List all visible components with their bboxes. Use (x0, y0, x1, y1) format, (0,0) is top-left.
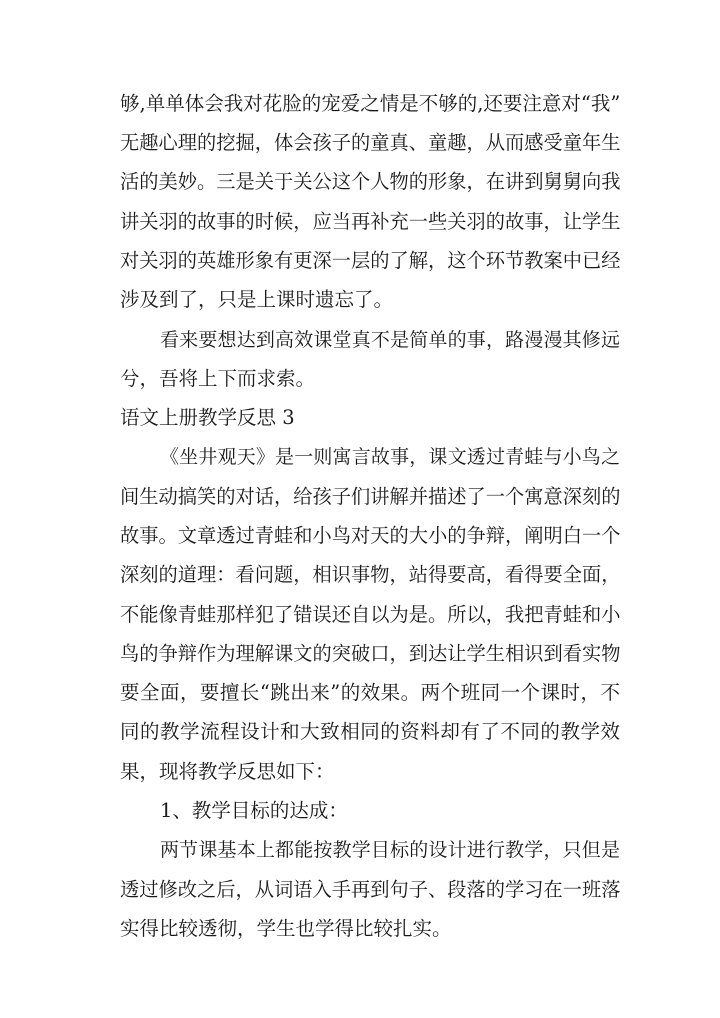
text-line: 要全面，要擅长“跳出来”的效果。两个班同一个课时，不 (120, 681, 620, 704)
text-line: 够,单单体会我对花脸的宠爱之情是不够的,还要注意对“我” (120, 92, 621, 115)
text-line: 不能像青蛙那样犯了错误还自以为是。所以，我把青蛙和小 (120, 603, 621, 626)
text-line: 对关羽的英雄形象有更深一层的了解，这个环节教案中已经 (120, 249, 621, 272)
text-line: 透过修改之后，从词语入手再到句子、段落的学习在一班落 (120, 878, 621, 901)
text-line: 涉及到了，只是上课时遗忘了。 (120, 288, 394, 311)
text-line: 实得比较透彻，学生也学得比较扎实。 (120, 917, 452, 940)
section-heading: 语文上册教学反思 3 (120, 406, 295, 429)
text-line: 活的美妙。三是关于关公这个人物的形象，在讲到舅舅向我 (120, 170, 621, 193)
text-line: 故事。文章透过青蛙和小鸟对天的大小的争辩，阐明白一个 (120, 524, 621, 547)
text-line: 兮，吾将上下而求索。 (120, 367, 316, 390)
text-line: 1、教学目标的达成： (160, 799, 348, 822)
text-line: 《坐井观天》是一则寓言故事，课文透过青蛙与小鸟之 (160, 446, 620, 468)
text-line: 看来要想达到高效课堂真不是简单的事，路漫漫其修远 (160, 329, 620, 351)
text-line: 间生动搞笑的对话，给孩子们讲解并描述了一个寓意深刻的 (120, 485, 621, 508)
text-line: 同的教学流程设计和大致相同的资料却有了不同的教学效 (120, 720, 620, 743)
text-line: 无趣心理的挖掘，体会孩子的童真、童趣，从而感受童年生 (120, 131, 621, 154)
text-line: 两节课基本上都能按教学目标的设计进行教学，只但是 (160, 839, 620, 861)
text-line: 讲关羽的故事的时候，应当再补充一些关羽的故事，让学生 (120, 210, 621, 233)
text-line: 深刻的道理：看问题，相识事物，站得要高，看得要全面， (120, 563, 621, 586)
text-line: 鸟的争辩作为理解课文的突破口，到达让学生相识到看实物 (120, 642, 621, 665)
text-line: 果，现将教学反思如下： (120, 760, 335, 783)
